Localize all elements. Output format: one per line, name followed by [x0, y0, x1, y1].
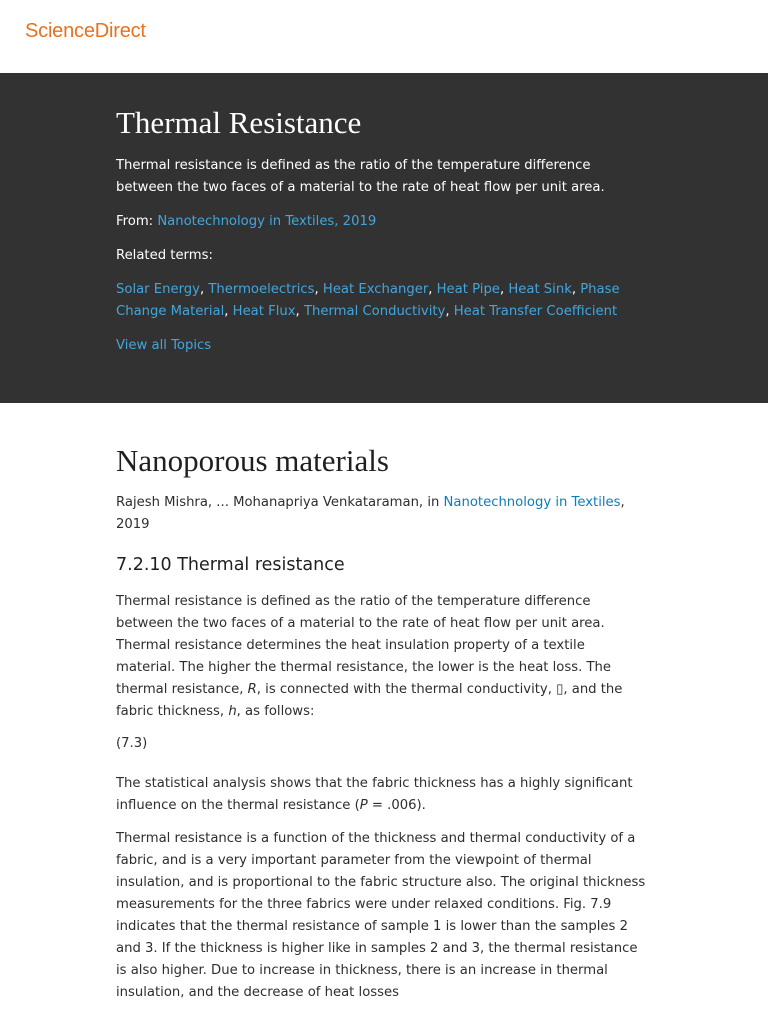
- book-link[interactable]: Nanotechnology in Textiles: [443, 495, 621, 510]
- authors-text: Rajesh Mishra, ... Mohanapriya Venkataraman, in: [116, 495, 444, 510]
- variable-r: R: [247, 682, 257, 697]
- variable-h: h: [228, 704, 237, 719]
- from-label: From:: [116, 214, 158, 229]
- source-link[interactable]: Nanotechnology in Textiles, 2019: [157, 214, 377, 229]
- related-term-link[interactable]: Heat Transfer Coefficient: [453, 304, 618, 319]
- topic-definition: Thermal resistance is defined as the ratio of the temperature difference between the two faces of a material to the rate of heat flow per unit area.: [116, 158, 605, 195]
- article-byline: [116, 492, 652, 536]
- related-term-link[interactable]: Heat Sink: [508, 282, 572, 297]
- top-bar: [0, 0, 768, 73]
- topic-source: [116, 211, 646, 233]
- section-heading: 7.2.10 Thermal resistance: [116, 555, 345, 575]
- publication-year: , 2019: [116, 495, 625, 532]
- related-term-link[interactable]: Phase Change Material: [116, 282, 620, 319]
- related-terms-label: Related terms:: [116, 248, 213, 263]
- article-content: [0, 403, 652, 1004]
- variable-p: P: [359, 798, 368, 813]
- view-all-topics-link[interactable]: View all Topics: [116, 338, 212, 353]
- related-term-link[interactable]: Thermoelectrics: [208, 282, 315, 297]
- related-term-link[interactable]: Heat Exchanger: [322, 282, 429, 297]
- related-term-link[interactable]: Heat Flux: [232, 304, 296, 319]
- variable-lambda: ▯: [556, 682, 564, 697]
- paragraph-statistical-analysis: The statistical analysis shows that the fabric thickness has a highly significant influence on the thermal resistance (P = .006).: [116, 776, 633, 813]
- topic-title: Thermal Resistance: [116, 105, 362, 140]
- paragraph-thermal-resistance-definition: Thermal resistance is defined as the ratio of the temperature difference between the two faces of a material to the rate of heat flow per unit area. Thermal resistance determines the heat insulation property of a textile material. The higher the thermal resistance, the lower is the heat loss. The thermal resistance, R, is connected with the thermal conductivity, ▯, and the fabric thickness, h, as follows:: [116, 594, 623, 719]
- sciencedirect-logo[interactable]: ScienceDirect: [25, 20, 146, 42]
- related-term-link[interactable]: Thermal Conductivity: [303, 304, 446, 319]
- related-term-link[interactable]: Solar Energy: [116, 282, 200, 297]
- topic-hero: [0, 73, 768, 403]
- equation-label: (7.3): [116, 736, 148, 751]
- related-term-link[interactable]: Heat Pipe: [436, 282, 500, 297]
- related-terms-list: Solar Energy, Thermoelectrics, Heat Exchanger, Heat Pipe, Heat Sink, Phase Change Material, Heat Flux, Thermal Conductivity, Heat Transfer Coefficient: [116, 282, 620, 319]
- article-title: Nanoporous materials: [116, 443, 389, 478]
- paragraph-thermal-resistance-function: Thermal resistance is a function of the thickness and thermal conductivity of a fabric, and is a very important parameter from the viewpoint of thermal insulation, and is proportional to the fabric structure also. The original thickness measurements for the three fabrics were under relaxed conditions. Fig. 7.9 indicates that the thermal resistance of sample 1 is lower than the samples 2 and 3. If the thickness is higher like in samples 2 and 3, the thermal resistance is also higher. Due to increase in thickness, there is an increase in thermal insulation, and the decrease of heat losses: [116, 831, 646, 1000]
